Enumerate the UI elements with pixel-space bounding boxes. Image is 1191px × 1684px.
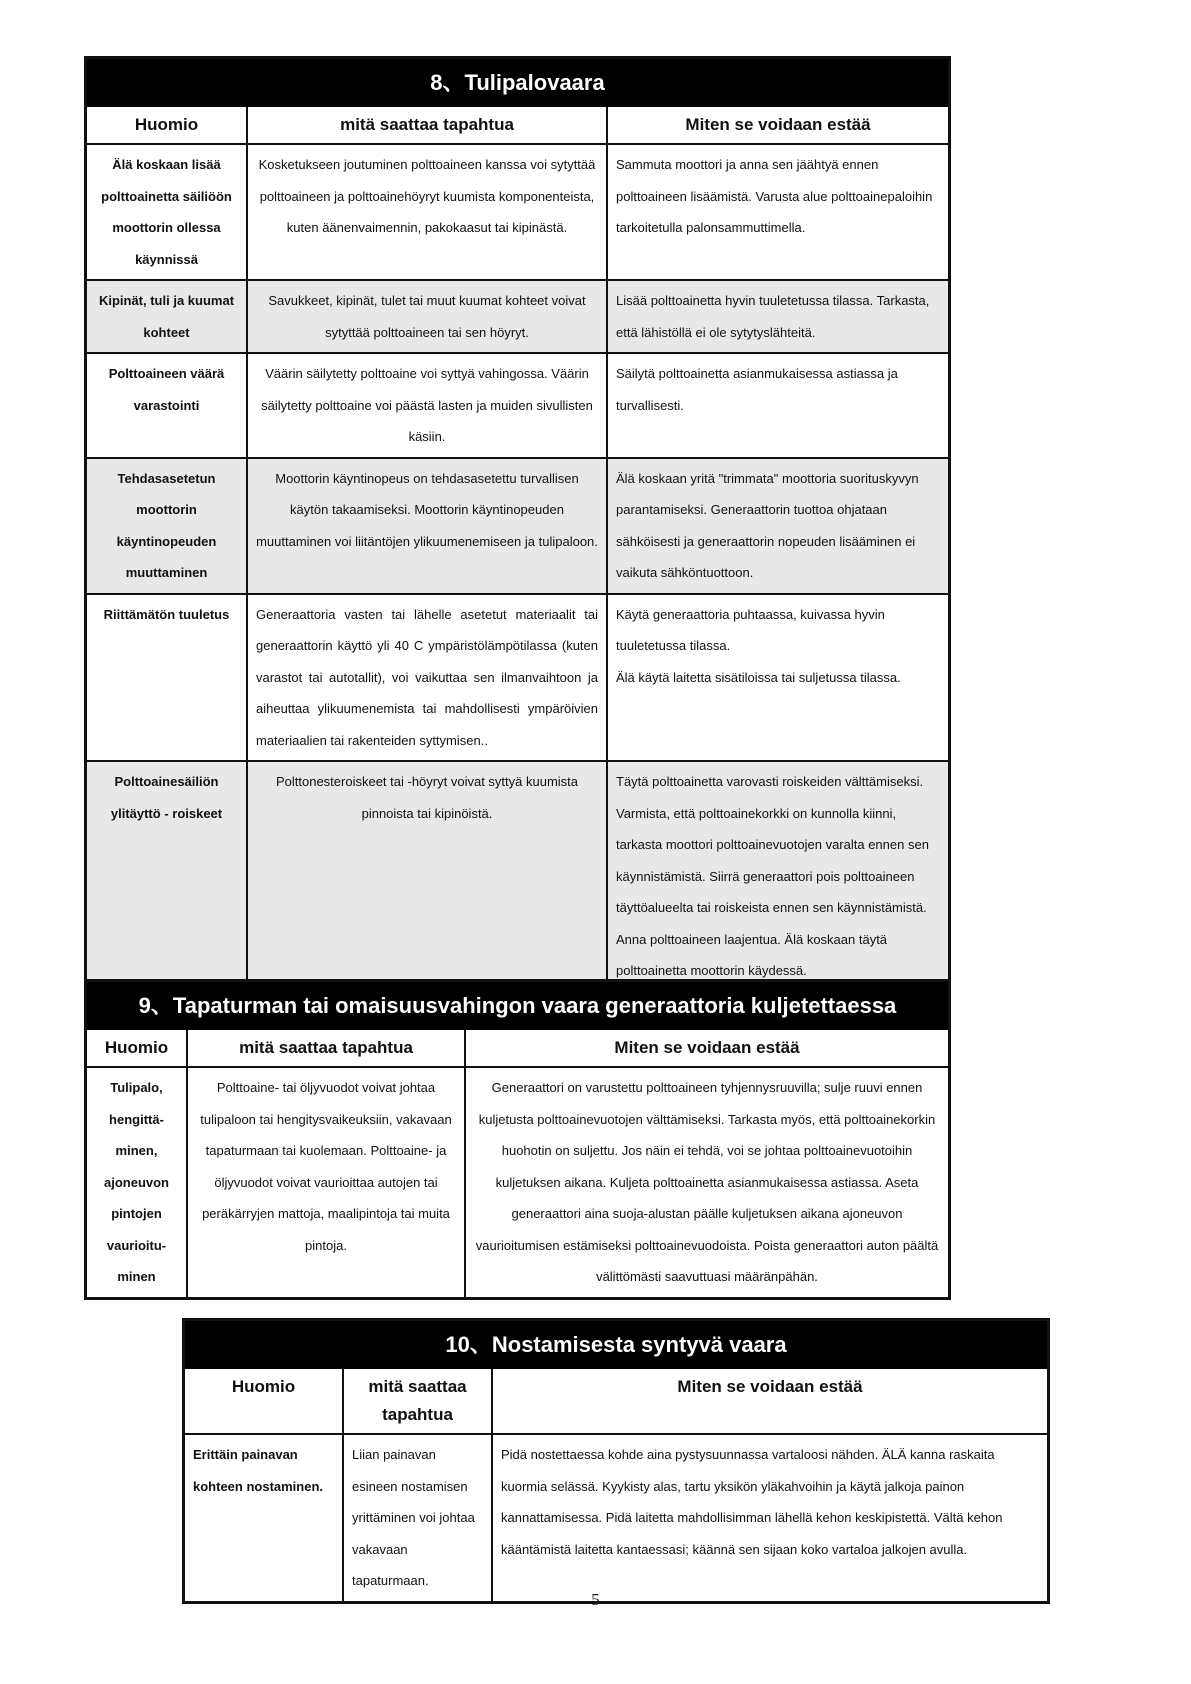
table-lifting-hazard bbox=[182, 1318, 1050, 1604]
section-9-title: 9、Tapaturman tai omaisuusvahingon vaara generaattoria kuljetettaessa bbox=[87, 982, 948, 1030]
col-header-esto: Miten se voidaan estää bbox=[492, 1369, 1047, 1434]
table-row bbox=[87, 458, 948, 594]
cell-esto bbox=[607, 594, 948, 762]
cell-tapahtua: Liian painavan esineen nostamisen yrittäminen voi johtaa vakavaan tapaturmaan. bbox=[343, 1434, 492, 1601]
table-row bbox=[87, 144, 948, 280]
cell-huomio: Tulipalo, hengittä- minen, ajoneuvon pintojen vaurioitu- minen bbox=[87, 1067, 187, 1297]
cell-esto: Säilytä polttoainetta asianmukaisessa astiassa ja turvallisesti. bbox=[607, 353, 948, 458]
cell-tapahtua: Generaattoria vasten tai lähelle asetetut materiaalit tai generaattorin käyttö yli 40 C ympäristölämpötilassa (kuten varastot tai autotallit), voi vaikuttaa sen ilmanvaihtoon ja aiheuttaa ylikuumenemista tai mahdollisesti ympäröivien materiaalien tai rakenteiden syttymisen.. bbox=[247, 594, 607, 762]
cell-tapahtua: Polttonesteroiskeet tai -höyryt voivat syttyä kuumista pinnoista tai kipinöistä. bbox=[247, 761, 607, 991]
table-row bbox=[87, 280, 948, 353]
fire-hazard-grid bbox=[87, 107, 948, 991]
cell-esto: Generaattori on varustettu polttoaineen tyhjennysruuvilla; sulje ruuvi ennen kuljetusta polttoainevuotojen välttämiseksi. Tarkasta myös, että polttoainekorkin huohotin on suljettu. Jos näin ei tehdä, voi se johtaa polttoainevuotoihin kuljetuksen aikana. Kuljeta polttoainetta asianmukaisessa astiassa. Aseta generaattori aina suoja-alustan päälle kuljetuksen aikana ajoneuvon vaurioitumisen estämiseksi polttoainevuodoista. Poista generaattori auton päältä välittömästi saavuttuasi määränpähän. bbox=[465, 1067, 948, 1297]
col-header-huomio: Huomio bbox=[87, 1030, 187, 1067]
cell-esto: Pidä nostettaessa kohde aina pystysuunnassa vartaloosi nähden. ÄLÄ kanna raskaita kuormia selässä. Kyykisty alas, tartu yksikön yläkahvoihin ja käytä jalkoja painon kannattamisessa. Pidä laitetta mahdollisimman lähellä kehon keskipistettä. Vältä kehon kääntämistä laitetta kantaessasi; käännä sen sijaan koko vartaloa jalkojen avulla. bbox=[492, 1434, 1047, 1601]
cell-esto-line-1: Käytä generaattoria puhtaassa, kuivassa hyvin tuuletetussa tilassa. bbox=[616, 606, 885, 653]
cell-huomio: Älä koskaan lisää polttoainetta säiliöön moottorin ollessa käynnissä bbox=[87, 144, 247, 280]
section-8-title: 8、Tulipalovaara bbox=[87, 59, 948, 107]
header-row bbox=[87, 1030, 948, 1067]
table-transport-hazard bbox=[84, 979, 951, 1300]
cell-huomio: Kipinät, tuli ja kuumat kohteet bbox=[87, 280, 247, 353]
cell-tapahtua: Savukkeet, kipinät, tulet tai muut kuumat kohteet voivat sytyttää polttoaineen tai sen höyryt. bbox=[247, 280, 607, 353]
cell-esto: Älä koskaan yritä "trimmata" moottoria suorituskyvyn parantamiseksi. Generaattorin tuottoa ohjataan sähköisesti ja generaattorin nopeuden lisääminen ei vaikuta sähköntuottoon. bbox=[607, 458, 948, 594]
cell-esto: Sammuta moottori ja anna sen jäähtyä ennen polttoaineen lisäämistä. Varusta alue polttoainepaloihin tarkoitetulla palonsammuttimella. bbox=[607, 144, 948, 280]
table-fire-hazard bbox=[84, 56, 951, 994]
header-row bbox=[185, 1369, 1047, 1434]
table-row bbox=[87, 594, 948, 762]
cell-esto: Lisää polttoainetta hyvin tuuletetussa tilassa. Tarkasta, että lähistöllä ei ole sytytyslähteitä. bbox=[607, 280, 948, 353]
transport-hazard-grid bbox=[87, 1030, 948, 1297]
page-number: 5 bbox=[591, 1590, 600, 1609]
col-header-esto: Miten se voidaan estää bbox=[607, 107, 948, 144]
col-header-huomio: Huomio bbox=[185, 1369, 343, 1434]
header-row bbox=[87, 107, 948, 144]
cell-tapahtua: Polttoaine- tai öljyvuodot voivat johtaa tulipaloon tai hengitysvaikeuksiin, vakavaan tapaturmaan tai kuolemaan. Polttoaine- ja öljyvuodot voivat vaurioittaa autojen tai peräkärryjen mattoja, maalipintoja tai muita pintoja. bbox=[187, 1067, 465, 1297]
section-10-title: 10、Nostamisesta syntyvä vaara bbox=[185, 1321, 1047, 1369]
cell-huomio: Erittäin painavan kohteen nostaminen. bbox=[185, 1434, 343, 1601]
col-header-huomio: Huomio bbox=[87, 107, 247, 144]
lifting-hazard-grid bbox=[185, 1369, 1047, 1601]
col-header-tapahtua: mitä saattaa tapahtua bbox=[247, 107, 607, 144]
cell-esto-line-2: Älä käytä laitetta sisätiloissa tai suljetussa tilassa. bbox=[616, 669, 901, 685]
col-header-tapahtua: mitä saattaa tapahtua bbox=[187, 1030, 465, 1067]
cell-tapahtua: Moottorin käyntinopeus on tehdasasetettu turvallisen käytön takaamiseksi. Moottorin käyntinopeuden muuttaminen voi liitäntöjen ylikuumenemiseen ja tulipaloon. bbox=[247, 458, 607, 594]
cell-esto: Täytä polttoainetta varovasti roiskeiden välttämiseksi. Varmista, että polttoainekorkki on kunnolla kiinni, tarkasta moottori polttoainevuotojen varalta ennen sen käynnistämistä. Siirrä generaattori pois polttoaineen täyttöalueelta tai roiskeista ennen sen käynnistämistä. Anna polttoaineen laajentua. Älä koskaan täytä polttoainetta moottorin käydessä. bbox=[607, 761, 948, 991]
cell-huomio: Polttoainesäiliön ylitäyttö - roiskeet bbox=[87, 761, 247, 991]
table-row bbox=[87, 1067, 948, 1297]
col-header-esto: Miten se voidaan estää bbox=[465, 1030, 948, 1067]
col-header-tapahtua: mitä saattaa tapahtua bbox=[343, 1369, 492, 1434]
cell-huomio: Riittämätön tuuletus bbox=[87, 594, 247, 762]
table-row bbox=[87, 353, 948, 458]
table-row bbox=[87, 761, 948, 991]
cell-tapahtua: Kosketukseen joutuminen polttoaineen kanssa voi sytyttää polttoaineen ja polttoainehöyryt kuumista komponenteista, kuten äänenvaimennin, pakokaasut tai kipinästä. bbox=[247, 144, 607, 280]
cell-tapahtua: Väärin säilytetty polttoaine voi syttyä vahingossa. Väärin säilytetty polttoaine voi päästä lasten ja muiden sivullisten käsiin. bbox=[247, 353, 607, 458]
cell-huomio: Tehdasasetetun moottorin käyntinopeuden muuttaminen bbox=[87, 458, 247, 594]
cell-huomio: Polttoaineen väärä varastointi bbox=[87, 353, 247, 458]
table-row bbox=[185, 1434, 1047, 1601]
